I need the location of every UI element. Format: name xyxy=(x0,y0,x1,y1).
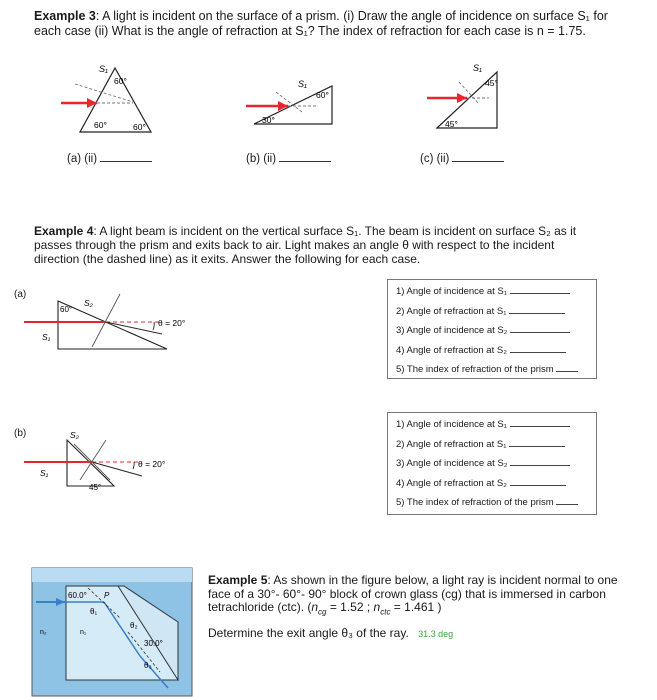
s2-label-4a: S₂ xyxy=(84,298,93,308)
n2-label: n₂ xyxy=(40,629,47,636)
question-a-4: 4) Angle of refraction at S₂ xyxy=(396,341,590,361)
bottom-right-angle-a: 60° xyxy=(133,122,146,132)
answer-line[interactable] xyxy=(556,493,578,505)
question-box-b xyxy=(387,412,597,515)
angle-60-label: 60.0° xyxy=(68,591,87,600)
question-box-a xyxy=(387,279,597,379)
answer-line[interactable] xyxy=(556,360,578,372)
example5-question-text: Determine the exit angle θ₃ of the ray. xyxy=(208,626,409,640)
s1-label-c: S₁ xyxy=(473,63,482,73)
n-ctc-value: = 1.461 ) xyxy=(390,600,442,614)
example4-figure-b xyxy=(22,422,202,502)
question-b-4: 4) Angle of refraction at S₂ xyxy=(396,474,590,494)
answer-b-label: (b) (ii) xyxy=(246,153,277,165)
question-a-1: 1) Angle of incidence at S₁ xyxy=(396,282,590,302)
question-b-1: 1) Angle of incidence at S₁ xyxy=(396,415,590,435)
example4-title-line3: direction (the dashed line) as it exits. Answer the following for each case. xyxy=(34,252,421,266)
answer-line[interactable] xyxy=(510,341,566,353)
angle-30-label: 30.0° xyxy=(144,639,163,648)
part-a-label: (a) xyxy=(14,289,27,300)
question-a-2: 2) Angle of refraction at S₁ xyxy=(396,302,590,322)
s2-label-4b: S₂ xyxy=(70,430,79,440)
example3-answer-c xyxy=(420,152,504,165)
question-b-3: 3) Angle of incidence at S₂ xyxy=(396,454,590,474)
theta2-label: θ₂ xyxy=(130,621,138,630)
theta-label-4b: θ = 20° xyxy=(138,459,166,469)
example3-title xyxy=(34,9,644,39)
n-ctc-sub: ctc xyxy=(380,607,391,617)
example5-title-line3-prefix: tetrachloride (ctc). ( xyxy=(208,600,312,614)
answer-c-blank[interactable] xyxy=(452,152,504,162)
n-cg-value: = 1.52 ; xyxy=(326,600,374,614)
example4-title-line2: passes through the prism and exits back to air. Light makes an angle θ with respect to the incident xyxy=(34,238,555,252)
theta-arc-4b xyxy=(133,462,134,469)
p-label: P xyxy=(104,591,110,600)
top-angle-c: 45° xyxy=(485,78,498,88)
theta1-label: θ₁ xyxy=(90,607,98,616)
example5-question xyxy=(208,626,453,642)
theta3-label: θ₃ xyxy=(144,661,152,670)
question-a-3: 3) Angle of incidence at S₂ xyxy=(396,321,590,341)
example3-figure-b xyxy=(240,72,340,132)
answer-line[interactable] xyxy=(510,474,566,486)
example5-title-line2: face of a 30°- 60°- 90° block of crown glass (cg) that is immersed in carbon xyxy=(208,586,606,601)
n-cg-sub: cg xyxy=(318,607,327,617)
question-b-2: 2) Angle of refraction at S₁ xyxy=(396,435,590,455)
s1-label-4a: S₁ xyxy=(42,332,51,342)
example5-title xyxy=(208,574,653,619)
answer-line[interactable] xyxy=(510,282,570,294)
theta-arc-4a xyxy=(153,322,154,330)
answer-a-label: (a) (ii) xyxy=(67,153,98,165)
answer-line[interactable] xyxy=(510,454,570,466)
s1-label-4b: S₁ xyxy=(40,468,49,478)
example4-figure-a xyxy=(22,284,202,364)
answer-line[interactable] xyxy=(509,435,565,447)
answer-line[interactable] xyxy=(510,415,570,427)
ctc-tank-top xyxy=(32,568,192,582)
angle-45-4b: 45° xyxy=(89,483,102,492)
answer-line[interactable] xyxy=(509,302,565,314)
part-b-label: (b) xyxy=(14,428,27,439)
example3-title-line2: each case (ii) What is the angle of refraction at S₁? The index of refraction for each case is n = 1.75. xyxy=(34,24,586,38)
s1-label-b: S₁ xyxy=(298,79,307,89)
example5-title-bold: Example 5 xyxy=(208,573,268,587)
s1-label-a: S₁ xyxy=(99,64,108,74)
example3-answer-b xyxy=(246,152,331,165)
example4-title-bold: Example 4 xyxy=(34,224,94,238)
bottom-left-angle-a: 60° xyxy=(94,120,107,130)
question-b-5: 5) The index of refraction of the prism xyxy=(396,493,590,513)
answer-b-blank[interactable] xyxy=(279,152,331,162)
example5-title-line1: : As shown in the figure below, a light ray is incident normal to one xyxy=(267,573,618,587)
n1-label: n₁ xyxy=(80,629,87,636)
example5-figure xyxy=(28,562,196,698)
example4-title xyxy=(34,224,644,266)
answer-c-label: (c) (ii) xyxy=(420,153,450,165)
example3-answer-a xyxy=(67,152,152,165)
top-angle-a: 60° xyxy=(114,76,127,86)
question-a-5: 5) The index of refraction of the prism xyxy=(396,360,590,380)
n-ctc-symbol: n xyxy=(373,600,381,614)
bottom-angle-c: 45° xyxy=(445,119,458,129)
answer-line[interactable] xyxy=(510,321,570,333)
answer-a-blank[interactable] xyxy=(100,152,152,162)
example4-title-line1: : A light beam is incident on the vertical surface S₁. The beam is incident on surface S₂ as it xyxy=(93,224,577,238)
bottom-angle-b: 30° xyxy=(262,115,275,125)
top-angle-b: 60° xyxy=(316,90,329,100)
example5-answer: 31.3 deg xyxy=(418,629,454,639)
example3-title-line1: : A light is incident on the surface of a prism. (i) Draw the angle of incidence on surface S₁ for xyxy=(95,9,608,23)
angle-60-4a: 60° xyxy=(60,305,73,314)
example3-figure-a xyxy=(55,56,185,144)
example3-figure-c xyxy=(425,60,505,135)
n-cg-symbol: n xyxy=(311,600,319,614)
theta-label-4a: θ = 20° xyxy=(158,318,186,328)
example3-title-bold: Example 3 xyxy=(34,9,96,23)
